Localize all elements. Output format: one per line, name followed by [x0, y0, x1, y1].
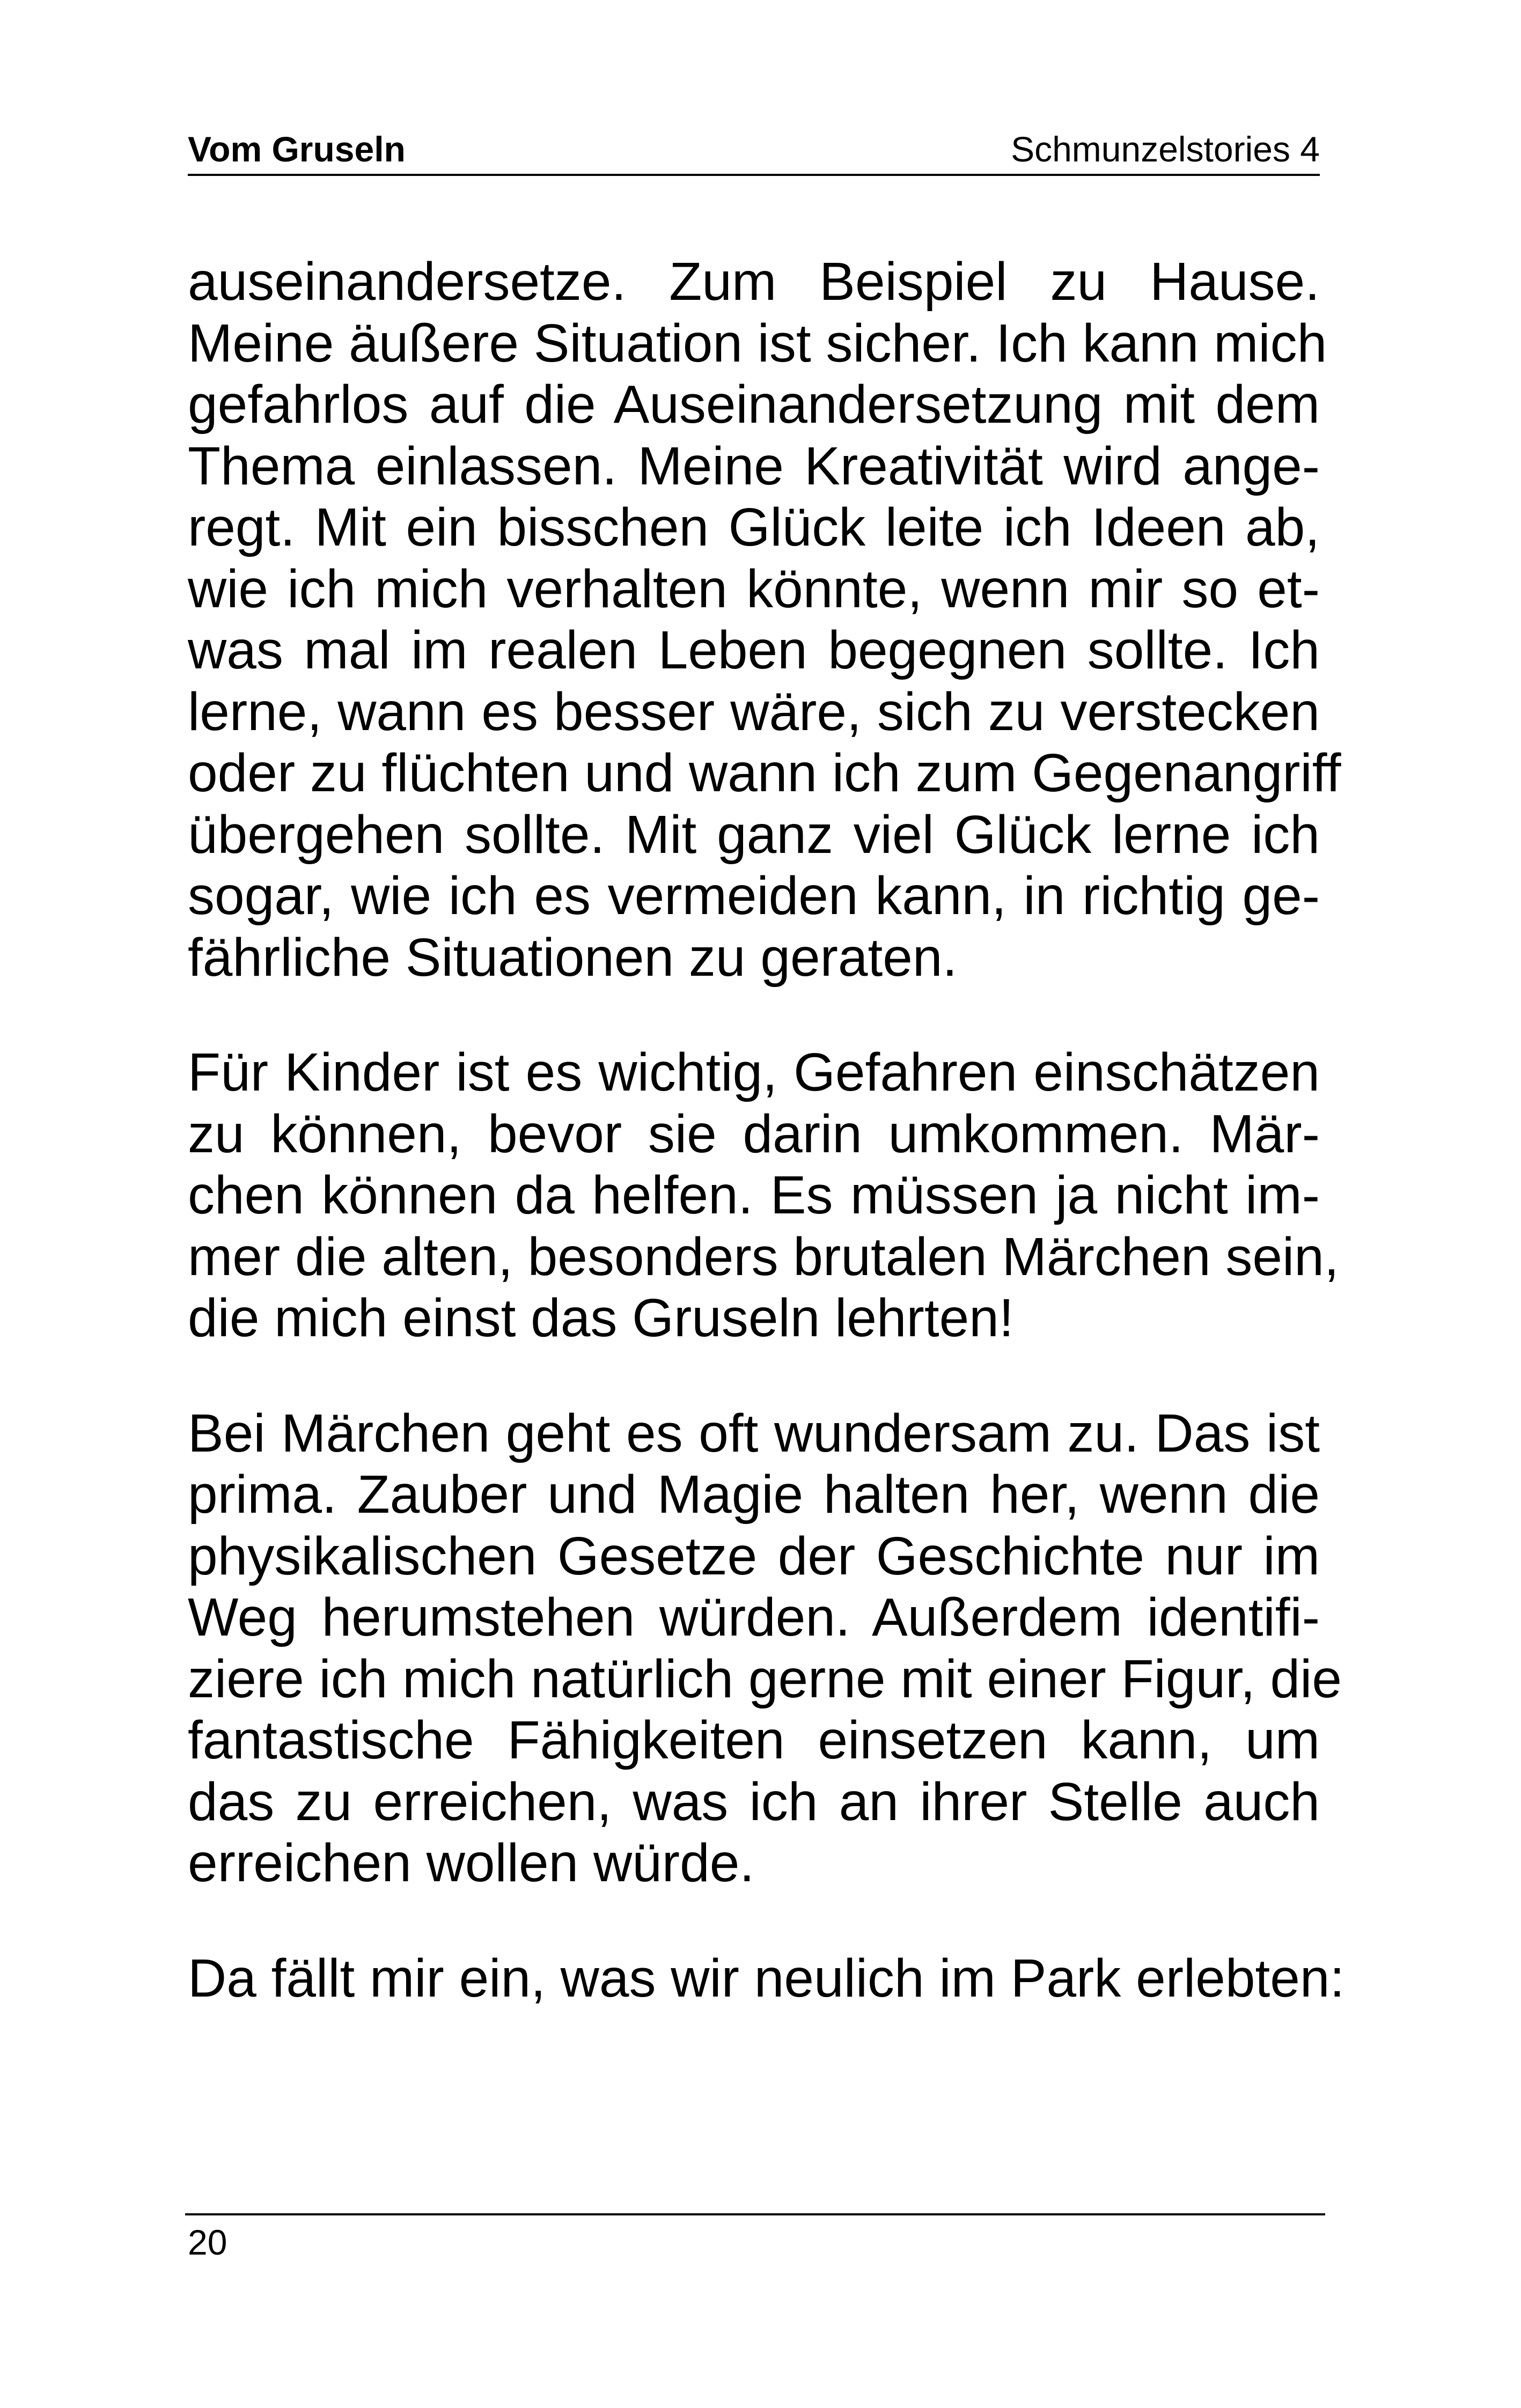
text-line: Für Kinder ist es wichtig, Gefahren einschätzen	[188, 1042, 1320, 1102]
paragraph	[188, 1042, 1339, 1349]
footer-rule	[185, 2213, 1325, 2215]
text-line: Da fällt mir ein, was wir neulich im Park erlebten:	[188, 1948, 1345, 2008]
text-line: Meine äußere Situation ist sicher. Ich kann mich	[188, 313, 1327, 373]
text-line: lerne, wann es besser wäre, sich zu verstecken	[188, 681, 1320, 742]
text-line: das zu erreichen, was ich an ihrer Stelle auch	[188, 1771, 1320, 1832]
text-line: prima. Zauber und Magie halten her, wenn die	[188, 1464, 1320, 1525]
page-body	[188, 251, 1345, 2063]
text-line: zu können, bevor sie darin umkommen. Mär-	[188, 1103, 1320, 1164]
text-line: sogar, wie ich es vermeiden kann, in richtig ge-	[188, 866, 1320, 926]
text-line: fährliche Situationen zu geraten.	[188, 927, 958, 988]
page-number: 20	[188, 2222, 227, 2262]
text-line: chen können da helfen. Es müssen ja nicht im-	[188, 1165, 1320, 1225]
text-line: Thema einlassen. Meine Kreativität wird ange-	[188, 436, 1320, 496]
text-line: erreichen wollen würde.	[188, 1833, 755, 1893]
text-line: auseinandersetze. Zum Beispiel zu Hause.	[188, 252, 1320, 312]
text-line: was mal im realen Leben begegnen sollte. Ich	[188, 620, 1320, 680]
text-line: wie ich mich verhalten könnte, wenn mir so et-	[188, 558, 1320, 619]
text-line: Bei Märchen geht es oft wundersam zu. Das ist	[188, 1403, 1320, 1463]
text-line: oder zu flüchten und wann ich zum Gegenangriff	[188, 743, 1341, 803]
text-line: mer die alten, besonders brutalen Märchen sein,	[188, 1226, 1339, 1287]
paragraph	[188, 1948, 1345, 2009]
text-line: physikalischen Gesetze der Geschichte nur im	[188, 1526, 1320, 1586]
text-line: übergehen sollte. Mit ganz viel Glück lerne ich	[188, 804, 1320, 865]
paragraph	[188, 1403, 1342, 1894]
text-line: regt. Mit ein bisschen Glück leite ich Ideen ab,	[188, 497, 1320, 557]
text-line: die mich einst das Gruseln lehrten!	[188, 1288, 1014, 1348]
book-title: Schmunzelstories 4	[1011, 129, 1320, 169]
chapter-title: Vom Gruseln	[188, 129, 406, 169]
text-line: ziere ich mich natürlich gerne mit einer Figur, die	[188, 1648, 1342, 1709]
running-header	[188, 128, 1320, 176]
text-line: Weg herumstehen würden. Außerdem identifi-	[188, 1587, 1320, 1647]
text-line: fantastische Fähigkeiten einsetzen kann, um	[188, 1710, 1320, 1770]
text-line: gefahrlos auf die Auseinandersetzung mit dem	[188, 374, 1320, 435]
paragraph	[188, 251, 1341, 988]
